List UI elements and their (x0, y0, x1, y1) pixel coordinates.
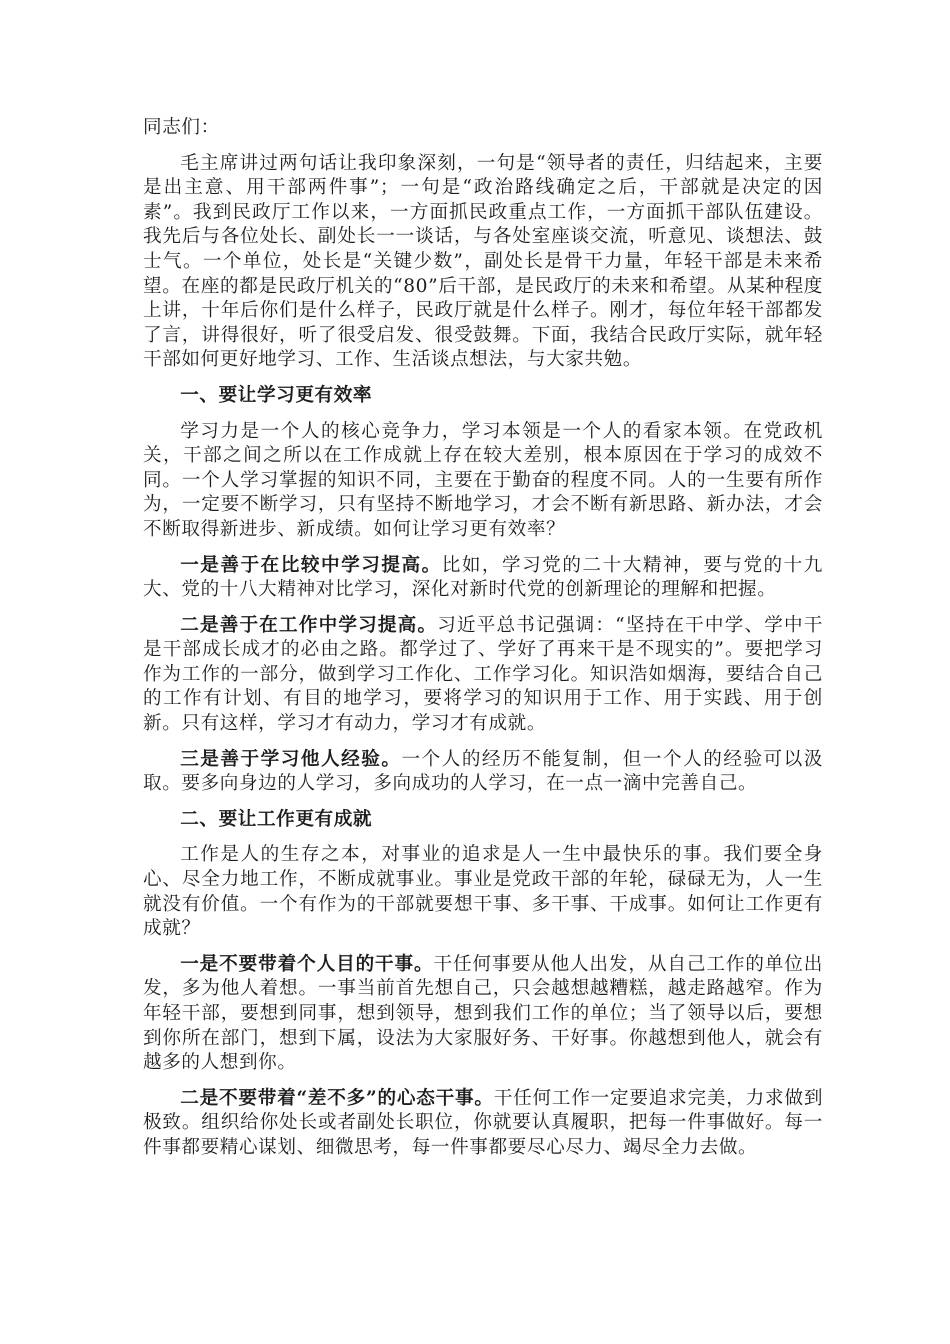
document-body (143, 116, 823, 1172)
section-2-point-2 (143, 1087, 823, 1161)
point-lead: 一是善于在比较中学习提高。 (180, 554, 442, 576)
point-lead: 二是善于在工作中学习提高。 (180, 614, 438, 636)
point-text: 习近平总书记强调：“坚持在干中学、学中干是干部成长成才的必由之路。都学过了、学好了再来干是不现实的”。要把学习作为工作的一部分，做到学习工作化、工作学习化。知识浩如烟海，要结合自己的工作有计划、有目的地学习，要将学习的知识用于工作、用于实践、用于创新。只有这样，学习才有动力，学习才有成就。 (143, 614, 823, 735)
section-heading-1: 一、要让学习更有效率 (180, 384, 373, 406)
section-2-body: 工作是人的生存之本，对事业的追求是人一生中最快乐的事。我们要全身心、尽全力地工作，不断成就事业。事业是党政干部的年轮，碌碌无为，人一生就没有价值。一个有作为的干部就要想干事、多干事、干成事。如何让工作更有成就？ (143, 844, 823, 940)
intro-paragraph: 毛主席讲过两句话让我印象深刻，一句是“领导者的责任，归结起来，主要是出主意、用干部两件事”；一句是“政治路线确定之后，干部就是决定的因素”。我到民政厅工作以来，一方面抓民政重点工作，一方面抓干部队伍建设。我先后与各位处长、副处长一一谈话，与各处室座谈交流，听意见、谈想法、鼓士气。一个单位，处长是“关键少数”，副处长是骨干力量，年轻干部是未来希望。在座的都是民政厅机关的“80”后干部，是民政厅的未来和希望。从某种程度上讲，十年后你们是什么样子，民政厅就是什么样子。刚才，每位年轻干部都发了言，讲得很好，听了很受启发、很受鼓舞。下面，我结合民政厅实际，就年轻干部如何更好地学习、工作、生活谈点想法，与大家共勉。 (143, 152, 823, 371)
point-text: 比如，学习党的二十大精神，要与党的十九大、党的十八大精神对比学习，深化对新时代党的创新理论的理解和把握。 (143, 554, 823, 601)
section-2-point-1 (143, 953, 823, 1076)
section-heading-2: 二、要让工作更有成就 (180, 808, 373, 830)
salutation: 同志们： (143, 117, 220, 138)
section-1-point-2 (143, 614, 823, 737)
section-1-point-1 (143, 554, 823, 603)
point-text: 干任何事要从他人出发，从自己工作的单位出发，多为他人着想。一事当前首先想自己，只会越想越糟糕，越走路越窄。作为年轻干部，要想到同事，想到领导，想到我们工作的单位；当了领导以后，要想到你所在部门，想到下属，设法为大家服好务、干好事。你越想到他人，就会有越多的人想到你。 (143, 953, 823, 1074)
section-1-point-3 (143, 748, 823, 797)
point-lead: 一是不要带着个人目的干事。 (180, 953, 434, 975)
point-lead: 三是善于学习他人经验。 (180, 748, 402, 770)
point-text: 干任何工作一定要追求完美，力求做到极致。组织给你处长或者副处长职位，你就要认真履职，把每一件事做好。每一件事都要精心谋划、细微思考，每一件事都要尽心尽力、竭尽全力去做。 (143, 1087, 824, 1158)
point-text: 一个人的经历不能复制，但一个人的经验可以汲取。要多向身边的人学习，多向成功的人学习，在一点一滴中完善自己。 (143, 748, 823, 795)
point-lead: 二是不要带着“差不多”的心态干事。 (180, 1087, 494, 1109)
section-1-body: 学习力是一个人的核心竞争力，学习本领是一个人的看家本领。在党政机关，干部之间之所以在工作成就上存在较大差别，根本原因在于学习的成效不同。一个人学习掌握的知识不同，主要在于勤奋的程度不同。人的一生要有所作为，一定要不断学习，只有坚持不断地学习，才会不断有新思路、新办法，才会不断取得新进步、新成绩。如何让学习更有效率？ (143, 420, 823, 540)
